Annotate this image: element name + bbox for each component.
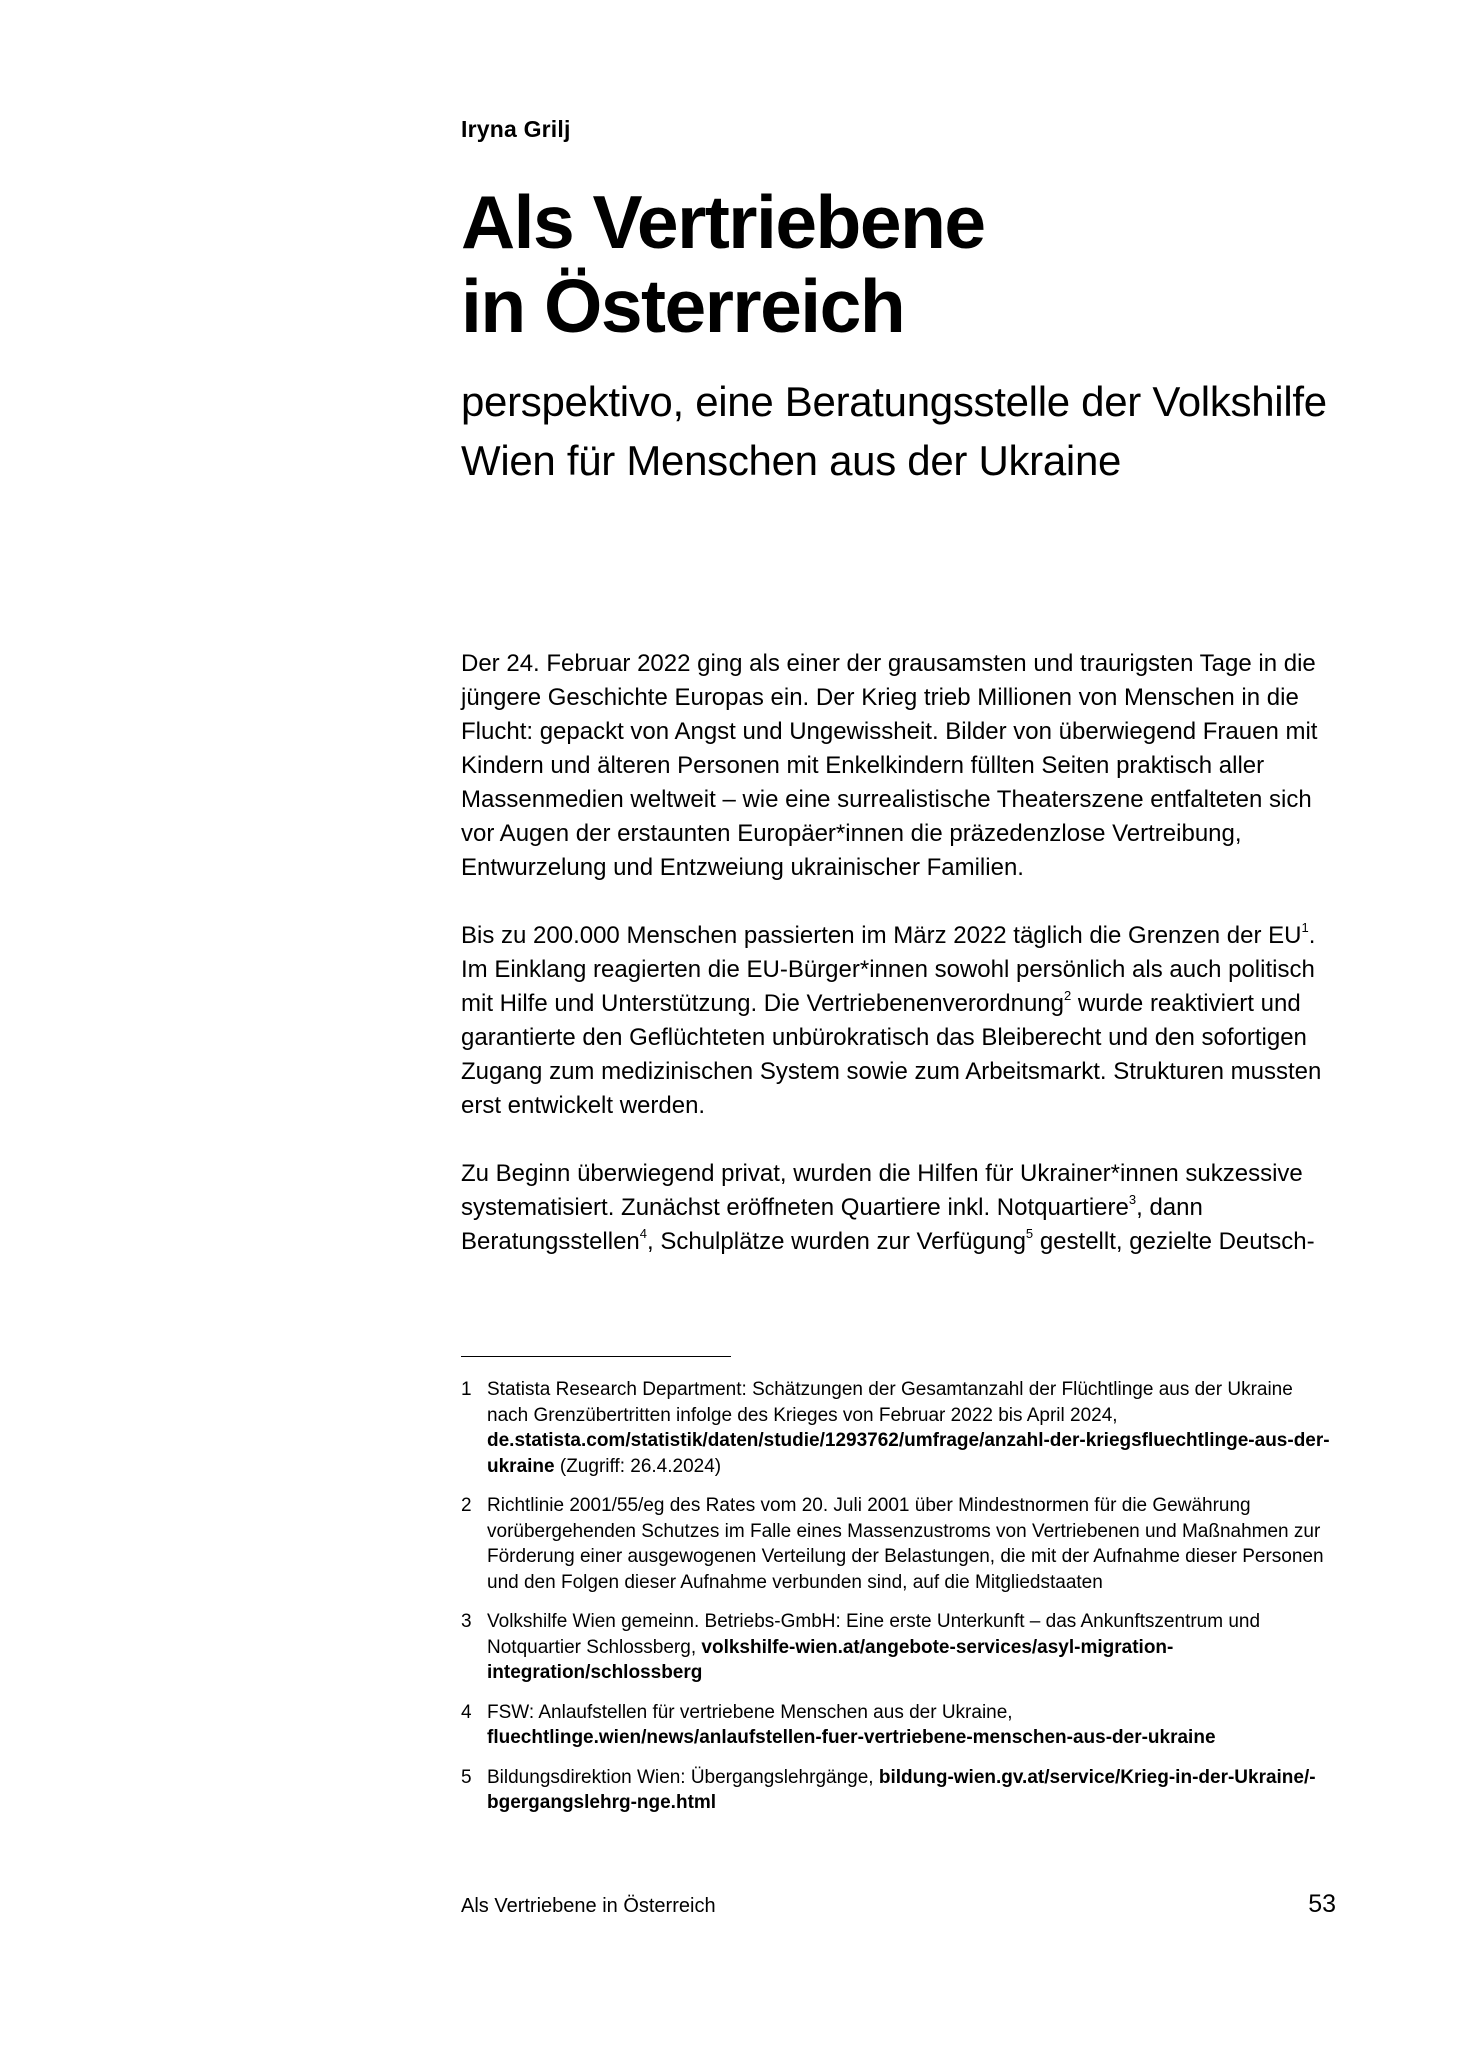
footnote-4	[461, 1700, 1336, 1751]
footnote-text	[487, 1377, 1336, 1479]
footnote-ref-5[interactable]: 5	[1025, 1226, 1034, 1241]
footnote-number: 5	[461, 1766, 472, 1788]
footnote-text	[487, 1765, 1336, 1816]
footnote-2-text: Richtlinie 2001/55/eg des Rates vom 20. Juli 2001 über Mindestnormen für die Gewährung vorübergehenden Schutzes im Falle eines Massenzustroms von Vertriebenen und Maßnahmen zur Förderung einer ausgewogenen Verteilung der Belastungen, die mit der Aufnahme dieser Personen und den Folgen dieser Aufnahme verbunden sind, auf die Mitgliedstaaten	[487, 1495, 1324, 1593]
paragraph-1: Der 24. Februar 2022 ging als einer der grausamsten und traurigsten Tage in die jüngere Geschichte Europas ein. Der Krieg trieb Millionen von Menschen in die Flucht: gepackt von Angst und Ungewissheit. Bilder von überwiegend Frauen mit Kindern und älteren Personen mit Enkelkindern füllten Seiten praktisch aller Massenmedien weltweit – wie eine surrealistische Theaterszene entfalteten sich vor Augen der erstaunten Europäer*innen die präzedenzlose Vertreibung, Entwurzelung und Entzweiung ukrainischer Familien.	[461, 650, 1318, 881]
footnote-ref-3[interactable]: 3	[1128, 1192, 1137, 1207]
article-title	[461, 180, 1336, 348]
paragraph-3-part-3: , Schulplätze wurden zur Verfügung	[647, 1228, 1026, 1255]
running-footer-title: Als Vertriebene in Österreich	[461, 1895, 716, 1917]
paragraph-2	[461, 919, 1336, 1123]
footnote-ref-2[interactable]: 2	[1064, 988, 1072, 1003]
paragraph-3-part-4: gestellt, gezielte Deutsch-	[1033, 1228, 1315, 1255]
footnote-1	[461, 1377, 1336, 1479]
footnote-3	[461, 1609, 1336, 1686]
title-line-1: Als Vertriebene	[461, 180, 985, 264]
paragraph-2-part-1: Bis zu 200.000 Menschen passierten im März 2022 täglich die Grenzen der EU	[461, 922, 1302, 949]
footnote-2	[461, 1493, 1336, 1595]
footnote-divider	[461, 1356, 731, 1357]
footnote-5-text: Bildungsdirektion Wien: Übergangslehrgänge,	[487, 1766, 879, 1788]
paragraph-3-part-2: , dann Beratungsstellen	[461, 1194, 1203, 1255]
footnote-1-access: (Zugriff: 26.4.2024)	[554, 1455, 722, 1477]
paragraph-2-part-2: . Im Einklang reagierten die EU-Bürger*innen sowohl persönlich als auch politisch mit Hilfe und Unterstützung. Die Vertriebenenverordnung	[461, 922, 1316, 1017]
author-name: Iryna Grilj	[461, 116, 571, 142]
footnote-4-text: FSW: Anlaufstellen für vertriebene Menschen aus der Ukraine,	[487, 1701, 1013, 1723]
footnote-text	[487, 1700, 1336, 1751]
paragraph-2-part-3: wurde reaktiviert und garantierte den Geflüchteten unbürokratisch das Bleiberecht und den sofortigen Zugang zum medizinischen System sowie zum Arbeitsmarkt. Strukturen mussten erst entwickelt werden.	[461, 990, 1322, 1119]
footnote-1-text: Statista Research Department: Schätzungen der Gesamtanzahl der Flüchtlinge aus der Ukraine nach Grenzübertritten infolge des Krieges von Februar 2022 bis April 2024,	[487, 1379, 1293, 1426]
page-number: 53	[1308, 1890, 1336, 1918]
article-body	[461, 647, 1336, 1293]
footnote-number: 2	[461, 1495, 472, 1516]
footnote-5	[461, 1765, 1336, 1816]
paragraph-3	[461, 1157, 1336, 1259]
footnote-4-link[interactable]: fluechtlinge.wien/news/anlaufstellen-fuer-vertriebene-menschen-aus-der-ukraine	[487, 1727, 1216, 1748]
footnotes	[461, 1377, 1336, 1830]
footnote-number: 1	[461, 1379, 472, 1400]
footnote-3-link[interactable]: volkshilfe-wien.at/angebote-services/asyl-migration-integration/schlossberg	[487, 1636, 1174, 1683]
footnote-number: 3	[461, 1611, 472, 1632]
footnote-1-link[interactable]: de.statista.com/statistik/daten/studie/1293762/umfrage/anzahl-der-kriegsfluechtlinge-aus-der-ukraine	[487, 1430, 1330, 1477]
footnote-number: 4	[461, 1701, 472, 1723]
footnote-text	[487, 1609, 1336, 1686]
footnote-5-link[interactable]: bildung-wien.gv.at/service/Krieg-in-der-Ukraine/-bgergangslehrg-nge.html	[487, 1766, 1316, 1813]
paragraph-3-part-1: Zu Beginn überwiegend privat, wurden die Hilfen für Ukrainer*innen sukzessive systematisiert. Zunächst eröffneten Quartiere inkl. Notquartiere	[461, 1160, 1303, 1221]
footnote-ref-1[interactable]: 1	[1301, 920, 1309, 935]
footnote-ref-4[interactable]: 4	[639, 1226, 648, 1241]
footnote-3-text: Volkshilfe Wien gemeinn. Betriebs-GmbH: Eine erste Unterkunft – das Ankunftszentrum und Notquartier Schlossberg,	[487, 1611, 1261, 1658]
title-line-2: in Österreich	[461, 264, 905, 348]
article-subtitle: perspektivo, eine Beratungsstelle der Volkshilfe Wien für Menschen aus der Ukraine	[461, 378, 1327, 484]
